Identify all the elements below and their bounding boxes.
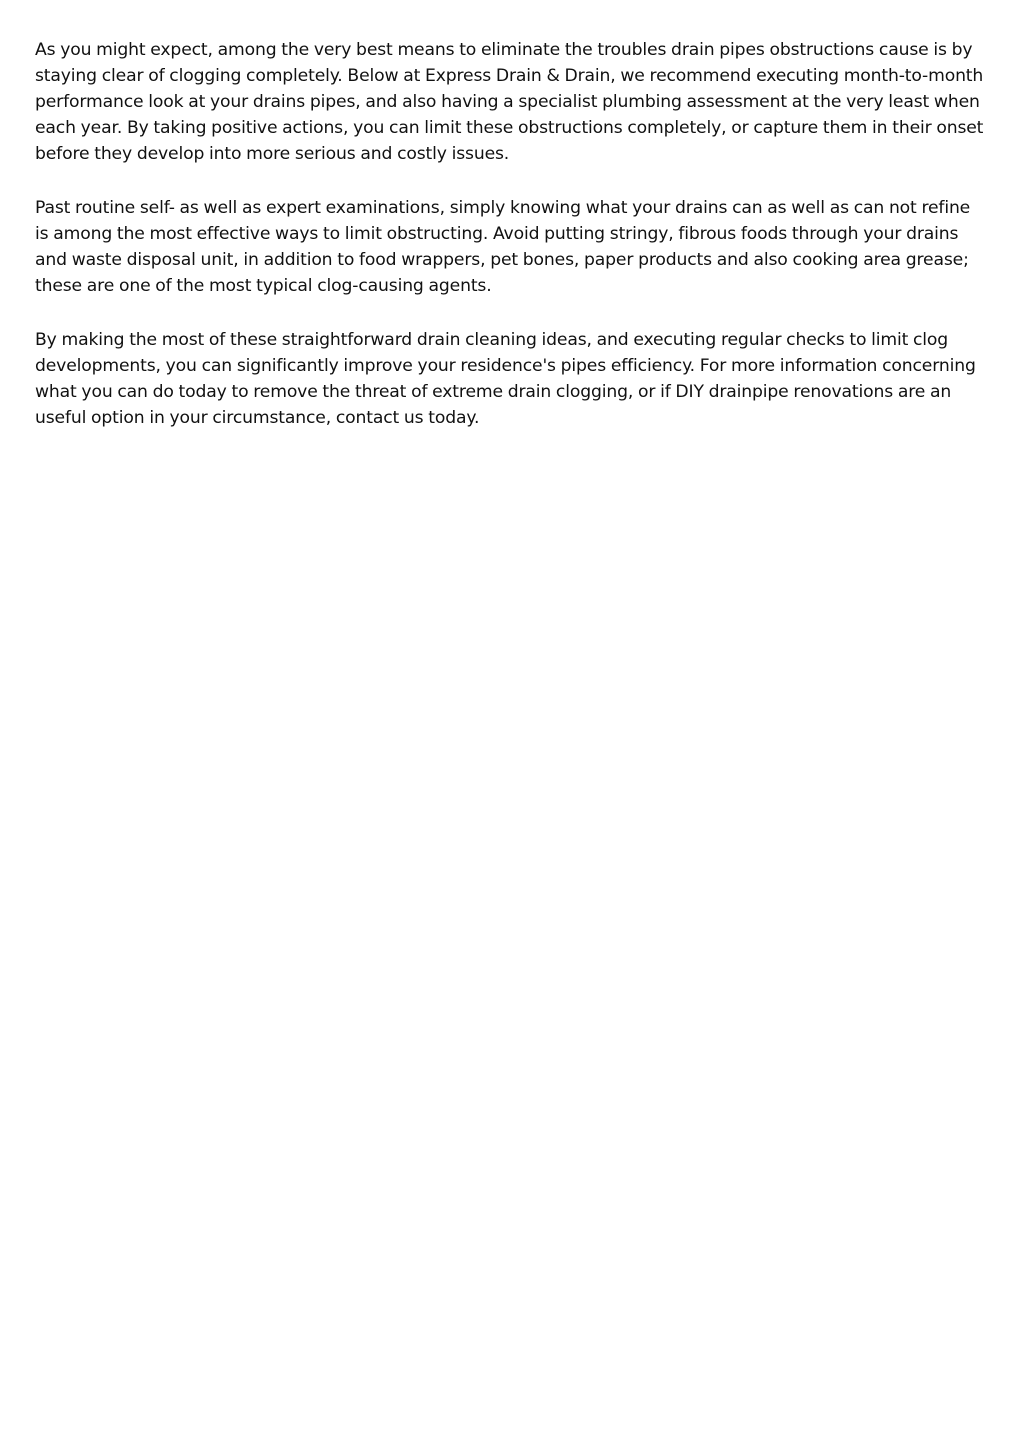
paragraph: By making the most of these straightforward drain cleaning ideas, and executing regular checks to limit clog developments, you can significantly improve your residence's pipes efficiency. For more information concerning what you can do today to remove the threat of extreme drain clogging, or if DIY drainpipe renovations are an useful option in your circumstance, contact us today. (35, 330, 976, 428)
paragraph: Past routine self- as well as expert examinations, simply knowing what your drains can as well as can not refine is among the most effective ways to limit obstructing. Avoid putting stringy, fibrous foods through your drains and waste disposal unit, in addition to food wrappers, pet bones, paper products and also cooking area grease; these are one of the most typical clog-causing agents. (35, 198, 971, 296)
paragraph: As you might expect, among the very best means to eliminate the troubles drain pipes obstructions cause is by staying clear of clogging completely. Below at Express Drain & Drain, we recommend executing month-to-month performance look at your drains pipes, and also having a specialist plumbing assessment at the very least when each year. By taking positive actions, you can limit these obstructions completely, or capture them in their onset before they develop into more serious and costly issues. (35, 40, 984, 164)
document-body (35, 37, 985, 459)
